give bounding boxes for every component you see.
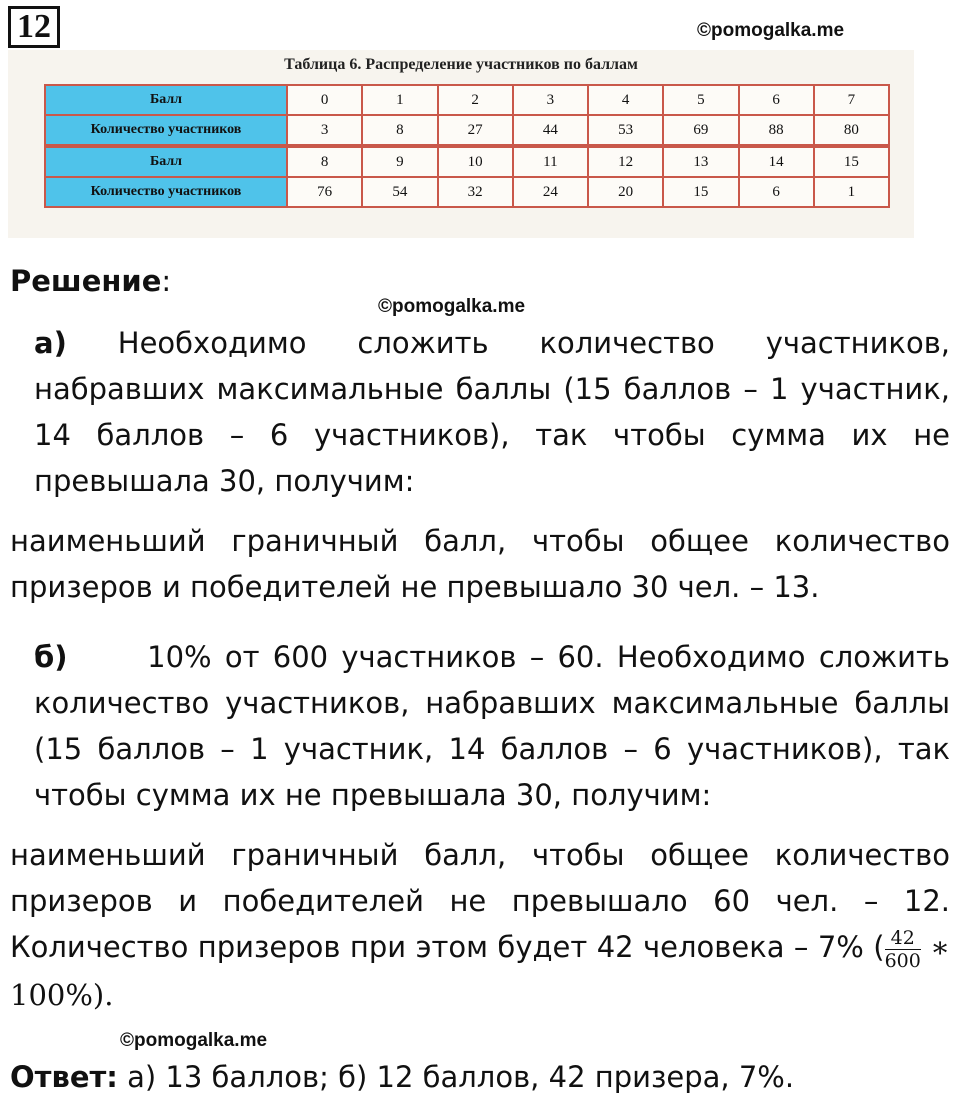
table-caption: Таблица 6. Распределение участников по баллам	[284, 56, 638, 73]
fraction	[885, 927, 921, 972]
table-cell: 15	[663, 177, 738, 207]
table-cell: 80	[814, 115, 889, 146]
table-cell: 12	[588, 146, 663, 177]
watermark: ©pomogalka.me	[697, 20, 845, 41]
table-cell: 4	[588, 85, 663, 115]
table-figure	[8, 50, 914, 238]
answer-text: а) 13 баллов; б) 12 баллов, 42 призера, 7%.	[127, 1060, 795, 1094]
table-cell: 8	[362, 115, 437, 146]
table-cell: 6	[739, 85, 814, 115]
table-cell: 13	[663, 146, 738, 177]
score-distribution-table	[44, 84, 890, 208]
row-label-count: Количество участников	[45, 177, 287, 207]
watermark: ©pomogalka.me	[120, 1030, 268, 1051]
table-cell: 1	[362, 85, 437, 115]
part-b-text: 10% от 600 участников – 60. Необходимо сложить количество участников, набравших максимальные баллы (15 баллов – 1 участник, 14 баллов – 6 участников), так чтобы сумма их не превышала 30, получим:	[34, 640, 950, 812]
table-row	[45, 85, 889, 115]
row-label-score: Балл	[45, 85, 287, 115]
solution-heading-line: Решение:	[10, 264, 172, 298]
row-label-count: Количество участников	[45, 115, 287, 146]
table-row	[45, 115, 889, 146]
table-cell: 15	[814, 146, 889, 177]
table-cell: 54	[362, 177, 437, 207]
part-a-result: наименьший граничный балл, чтобы общее количество призеров и победителей не превышало 30 чел. – 13.	[10, 524, 950, 604]
table-cell: 11	[513, 146, 588, 177]
table-cell: 44	[513, 115, 588, 146]
table-cell: 3	[513, 85, 588, 115]
table-cell: 9	[362, 146, 437, 177]
table-cell: 27	[438, 115, 513, 146]
part-b-result: наименьший граничный балл, чтобы общее количество призеров и победителей не превышало 60 чел. – 12. Количество призеров при этом будет 42 человека – 7% (	[10, 838, 950, 964]
task-number: 12	[8, 6, 60, 48]
table-cell: 53	[588, 115, 663, 146]
row-label-score: Балл	[45, 146, 287, 177]
watermark: ©pomogalka.me	[378, 296, 526, 317]
part-a	[10, 320, 950, 610]
part-b	[10, 634, 950, 1018]
table-cell: 6	[739, 177, 814, 207]
part-a-text: Необходимо сложить количество участников, набравших максимальные баллы (15 баллов – 1 участник, 14 баллов – 6 участников), так чтобы сумма их не превышала 30, получим:	[34, 326, 950, 498]
part-b-tail: ∗ 100%).	[10, 930, 951, 1012]
fraction-denominator: 600	[884, 949, 921, 972]
part-a-label: а)	[34, 326, 67, 360]
table-cell: 0	[287, 85, 362, 115]
table-row	[45, 177, 889, 207]
table-cell: 3	[287, 115, 362, 146]
fraction-numerator: 42	[885, 927, 921, 950]
part-b-label: б)	[34, 640, 68, 674]
table-cell: 10	[438, 146, 513, 177]
table-cell: 76	[287, 177, 362, 207]
table-cell: 14	[739, 146, 814, 177]
table-row	[45, 146, 889, 177]
table-cell: 20	[588, 177, 663, 207]
table-cell: 69	[663, 115, 738, 146]
solution-heading: Решение	[10, 264, 162, 298]
answer-label: Ответ:	[10, 1060, 118, 1094]
table-cell: 32	[438, 177, 513, 207]
table-cell: 88	[739, 115, 814, 146]
table-cell: 2	[438, 85, 513, 115]
table-cell: 8	[287, 146, 362, 177]
table-cell: 7	[814, 85, 889, 115]
table-cell: 1	[814, 177, 889, 207]
table-cell: 5	[663, 85, 738, 115]
table-cell: 24	[513, 177, 588, 207]
answer-line	[10, 1054, 950, 1100]
